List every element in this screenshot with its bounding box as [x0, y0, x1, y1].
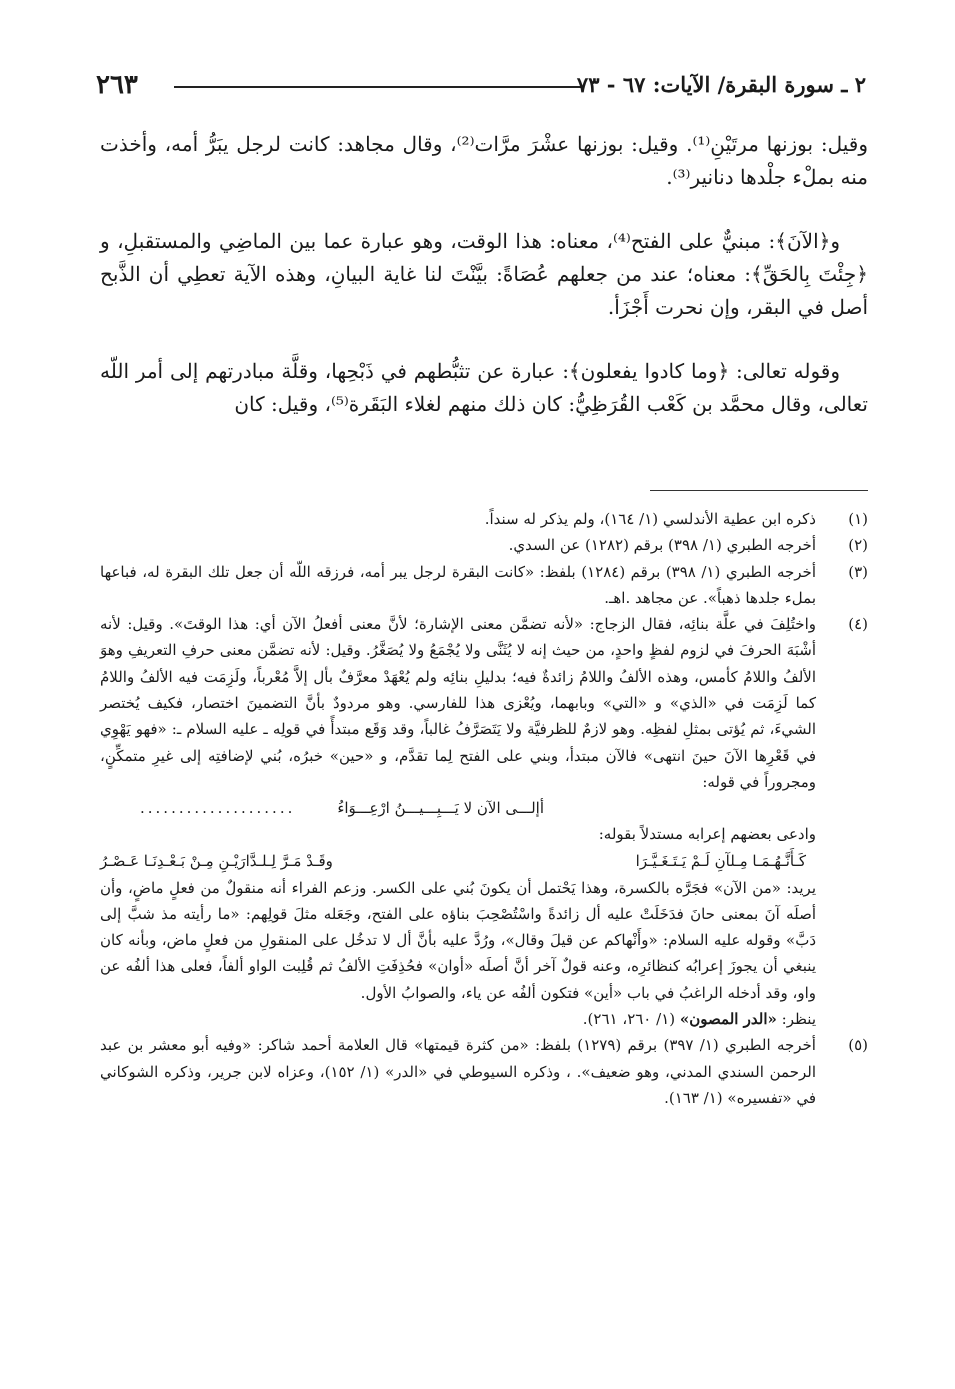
footnote-number: (٥): [848, 1036, 868, 1055]
poetry-verse-2: [100, 848, 816, 875]
verse-ellipsis: ....................: [140, 799, 296, 818]
paragraph-3: وقوله تعالى: ﴿وما كادوا يفعلون﴾: عبارة عن تثبُّطهم في ذَبْحِها، وقلَّة مبادرتهم إلى أمر اللّه تعالى، وقال محمَّد بن كَعْب القُرَظِيُّ: كان ذلك منهم لغلاء البَقَرة⁽⁵⁾، وقيل: كان: [100, 359, 868, 416]
verse-hemistich-second: وقَـدْ مَـرَّ لِـلـدَّارَيْـنِ مِـنْ بَـعْـدِنَـا عَـصْـرُ: [100, 851, 333, 870]
footnote-number: (١): [848, 510, 868, 528]
paragraph-1: وقيل: بوزنها مرتَيْنِ⁽¹⁾. وقيل: بوزنها عشْرَ مرَّات⁽²⁾، وقال مجاهد: كانت لرجل يبَرُّ أمه، وأخذت منه بملْء جلْدها دنانير⁽³⁾.: [100, 132, 868, 189]
footnote-3: [100, 559, 868, 612]
page-number: ٢٦٣: [96, 70, 138, 100]
footnote-text: يريد: «من الآن» فجَرَّه بالكسرة، وهذا يَحْتمل أن يكونَ بُني على الكسر. وزعم الفراء أنه منقولٌ من فعلٍ ماضٍ، وأن أصلَه آنَ بمعنى حانَ فدَخَلَتْ عليه أل زائدةً واسْتُصْحِبَ بناؤه على الفتح، وجَعَله مثلَ قولِهم: «ما رأيته مذ شبَّ إلى دَبَّ» وقوله عليه السلام: «وأَنْهاكم عن قيلَ وقال»، ورُدَّ عليه بأنَّ أل لا تدخُل على المنقولِ من فعلٍ ماض، وبأنه كان ينبغي أن يجوزَ إعرابُه كنظائرِه، وعنه قولٌ آخر أنَّ أصلَه «أوان» فحُذِفَتِ الألفُ ثم قُلِبت الواو ألفاً، فعلى هذا ألفُه عن واو، وقد أدخله الراغبُ في باب «أين» فتكون ألفُه عن ياء، والصوابُ الأول.: [100, 878, 816, 1002]
footnote-text: وادعى بعضهم إعرابه مستدلاً بقوله:: [598, 825, 816, 844]
footnote-text: واختُلِفَ في علَّة بنائِه، فقال الزجاج: «لأنه تضمَّن معنى الإشارة؛ لأنَّ معنى أفعلُ الآن أي: هذا الوقتَ». وقيل: لأنه أشْبَهَ الحرفَ في لزوم لفظٍ واحدٍ، من حيث إنه لا يُثَنَّى ولا يُجْمَعُ ولا يُصَغَّرُ. وقيل: لأنه تضمَّن معنى حرفِ التعريفِ وهوَ الألفُ واللامُ كأمس، وهذه الألفُ واللامُ زائدةٌ فيه؛ بدليلِ بنائِه ولم يُعْهَدْ معرَّفٌ بأل إلاَّ مُعْرباً، ولَزِمَت فيه الألفُ واللامُ كما لَزِمَت في «الذي» و «التي» وبابهما، ويُعْزى هذا للفارسي. وهو مردودٌ بأنَّ التضمينَ اختصار، فكيف يُختصر الشيءَ، ثم يُؤتى بمثلِ لفظِه. وهو لازمٌ للظرفيَّة ولا يَتَصَرَّفُ غالباً، وقد وَقَع مبتدأً في قولِه ـ عليه السلام ـ: «فهو يَهْوِي في قَعْرِها الآنَ حينَ انتهى» فالآن مبتدأ، وبني على الفتح لِما تقدَّم، و «حين» خبرُه، بُني لإضافتِه إلى غيرِ متمكِّنٍ، ومجروراً في قوله:: [100, 615, 816, 791]
footnote-source: [100, 1006, 816, 1032]
footnote-separator: [650, 490, 868, 491]
paragraph-2: و﴿الآنَ﴾: مبنيٌّ على الفتح⁽⁴⁾، معناه: هذا الوقت، وهو عبارة عما بين الماضِي والمستقبلِ، و ﴿جِئْتَ بِالحَقِّ﴾: معناه؛ عند من جعلهم عُصَاةً: بيَّنْتَ لنا غاية البيانِ، وهذه الآية تعطِي أن الذَّبح أصل في البقر، وإن نحرت أَجْزَأ.: [100, 229, 868, 319]
main-text: [100, 128, 868, 452]
footnote-text: ذكره ابن عطية الأندلسي (١/ ١٦٤)، ولم يذكر له سنداً.: [484, 510, 816, 528]
footnote-text: أخرجه الطبري (١/ ٣٩٨) برقم (١٢٨٢) عن السدي.: [508, 536, 816, 555]
verse-hemistich-first: كَـأَنَّـهُـمَـا مِـلآنِ لَـمْ يَـتَـغَـيَّـرَا: [635, 851, 806, 870]
footnote-2: [100, 532, 868, 558]
footnote-number: (٢): [848, 536, 868, 555]
footnote-number: (٤): [848, 615, 868, 634]
footnote-number: (٣): [848, 562, 868, 581]
verse-hemistich: أإلـــى الآن لا يَـــبِـــيـــنُ ارْعِـــوَاءُ: [337, 799, 544, 818]
running-title: ٢ ـ سورة البقرة/ الآيات: ٦٧ - ٧٣: [576, 72, 866, 97]
running-header: [96, 64, 866, 104]
footnote-1: [100, 506, 868, 532]
footnote-text: أخرجه الطبري (١/ ٣٩٧) برقم (١٢٧٩) بلفظ: «من كثرة قيمتها» قال العلامة أحمد شاكر: «وفيه أبو معشر بن عبد الرحمن السندي المدني، وهو ضعيف». ، وذكره السيوطي في «الدر» (١/ ١٥٢)، وعزاه لابن جرير، وذكره الشوكاني في «تفسيره» (١/ ١٦٣).: [100, 1036, 816, 1107]
header-rule: [174, 86, 584, 88]
source-title: «الدر المصون»: [679, 1010, 777, 1029]
footnote-text: أخرجه الطبري (١/ ٣٩٨) برقم (١٢٨٤) بلفظ: «كانت البقرة لرجل يبر أمه، فرزقه اللّه أن جعل تلك البقرة له، فباعها بملء جلدها ذهباً». عن مجاهد .اهـ.: [100, 562, 816, 607]
source-prefix: ينظر:: [776, 1010, 816, 1029]
poetry-verse-1: [100, 795, 816, 821]
source-ref: (١/ ٢٦٠، ٢٦١).: [582, 1010, 680, 1029]
footnote-5: [100, 1032, 868, 1111]
footnotes: [100, 506, 868, 1111]
footnote-4: [100, 611, 868, 1032]
